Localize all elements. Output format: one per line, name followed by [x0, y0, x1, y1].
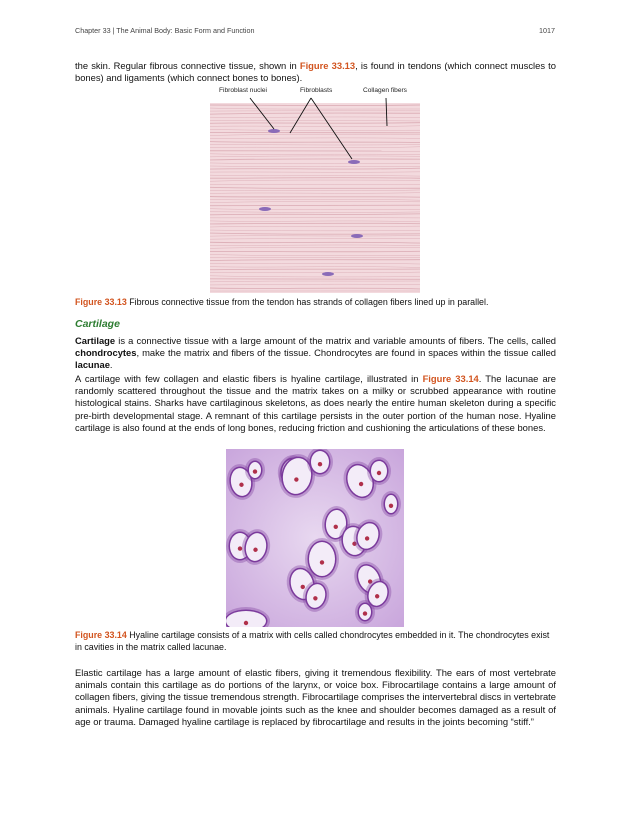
- chondrocyte-nucleus: [318, 462, 322, 466]
- fibrous-tissue-figure: [210, 95, 420, 293]
- hyaline-cartilage-figure: [226, 449, 404, 627]
- chondrocyte-nucleus: [389, 504, 393, 508]
- figure-33-14-link[interactable]: Figure 33.14: [422, 373, 479, 384]
- collagen-fiber: [210, 105, 420, 106]
- collagen-fiber: [210, 269, 420, 270]
- figure-33-14-caption: [75, 630, 556, 654]
- cartilage-paragraph-1: [75, 335, 556, 372]
- collagen-fiber: [210, 214, 420, 215]
- intro-text-1: the skin. Regular fibrous connective tissue, shown in: [75, 60, 300, 71]
- collagen-fiber: [210, 123, 420, 124]
- elastic-cartilage-paragraph: Elastic cartilage has a large amount of elastic fibers, giving it tremendous flexibility. The ears of most vertebrate animals contain this cartilage as do portions of the larynx, or voice box. Fibrocartilage contains a large amount of collagen fibers, giving the tissue tremendous strength. Fibrocartilage comprises the intervertebral discs in vertebrate animals. Hyaline cartilage found in movable joints such as the knee and shoulder becomes damaged as a result of age or trauma. Damaged hyaline cartilage is replaced by fibrocartilage and results in the joints becoming “stiff.”: [75, 667, 556, 727]
- fibroblast-nucleus: [351, 234, 363, 238]
- chondrocyte: [309, 542, 335, 576]
- chondrocyte-nucleus: [253, 469, 257, 473]
- lacuna: [381, 491, 401, 517]
- lacuna: [367, 457, 391, 485]
- chondrocyte-nucleus: [238, 546, 242, 550]
- chapter-title: Chapter 33 | The Animal Body: Basic Form and Function: [75, 26, 255, 35]
- intro-text-2: , is found in tendons (which connect muscles to bones) and ligaments (which connect bones to bones).: [75, 60, 556, 84]
- caption-text: Hyaline cartilage consists of a matrix with cells called chondrocytes embedded in it. The chondrocytes exist in cavities in the matrix called lacunae.: [75, 630, 550, 652]
- fibroblast-nucleus: [259, 207, 271, 211]
- page-number: 1017: [539, 26, 555, 35]
- chondrocyte-nucleus: [377, 471, 381, 475]
- fibroblast-nucleus: [348, 160, 360, 164]
- chondrocyte-nucleus: [244, 621, 248, 625]
- section-heading: Cartilage: [75, 318, 120, 330]
- figure-33-13-link[interactable]: Figure 33.13: [299, 60, 356, 71]
- label-fibroblast-nuclei: Fibroblast nuclei: [219, 87, 268, 94]
- chondrocyte-nucleus: [320, 560, 324, 564]
- cartilage-paragraph-2: [75, 373, 556, 434]
- text: .: [109, 359, 113, 371]
- label-collagen-fibers: Collagen fibers: [363, 87, 407, 94]
- label-fibroblasts: Fibroblasts: [300, 87, 333, 94]
- fibroblast-nucleus: [322, 272, 334, 276]
- figure-33-13-caption: [75, 297, 556, 309]
- text: is a connective tissue with a large amount of the matrix and variable amounts of fibers. The cells, called: [115, 335, 556, 346]
- term-cartilage: Cartilage: [75, 335, 116, 346]
- term-lacunae: lacunae: [75, 359, 110, 371]
- collagen-fiber: [210, 197, 420, 198]
- caption-text: Fibrous connective tissue from the tendon has strands of collagen fibers lined up in parallel.: [126, 297, 489, 307]
- collagen-fiber: [210, 178, 420, 179]
- lacuna: [245, 458, 265, 482]
- fibroblast-nucleus: [268, 129, 280, 133]
- caption-label: Figure 33.13: [75, 297, 127, 307]
- text: , make the matrix and fibers of the tissue. Chondrocytes are found in spaces within the tissue called: [136, 347, 556, 359]
- running-header: [75, 26, 555, 35]
- text: . The lacunae are randomly scattered throughout the tissue and the matrix takes on a milky or scrubbed appearance with routine histological stains. Sharks have cartilaginous skeletons, as does nearly the entire human skeleton during a specific pre-birth developmental stage. A remnant of this cartilage persists in the outer portion of the human nose. Hyaline cartilage is also found at the ends of long bones, reducing friction and cushioning the articulations of these bones.: [75, 373, 557, 433]
- tissue-background: [210, 103, 420, 293]
- caption-label: Figure 33.14: [75, 630, 127, 640]
- chondrocyte-nucleus: [363, 611, 367, 615]
- text: A cartilage with few collagen and elastic fibers is hyaline cartilage, illustrated in: [75, 373, 423, 384]
- lacuna: [355, 600, 375, 624]
- intro-paragraph: [75, 60, 556, 84]
- term-chondrocytes: chondrocytes: [75, 347, 137, 359]
